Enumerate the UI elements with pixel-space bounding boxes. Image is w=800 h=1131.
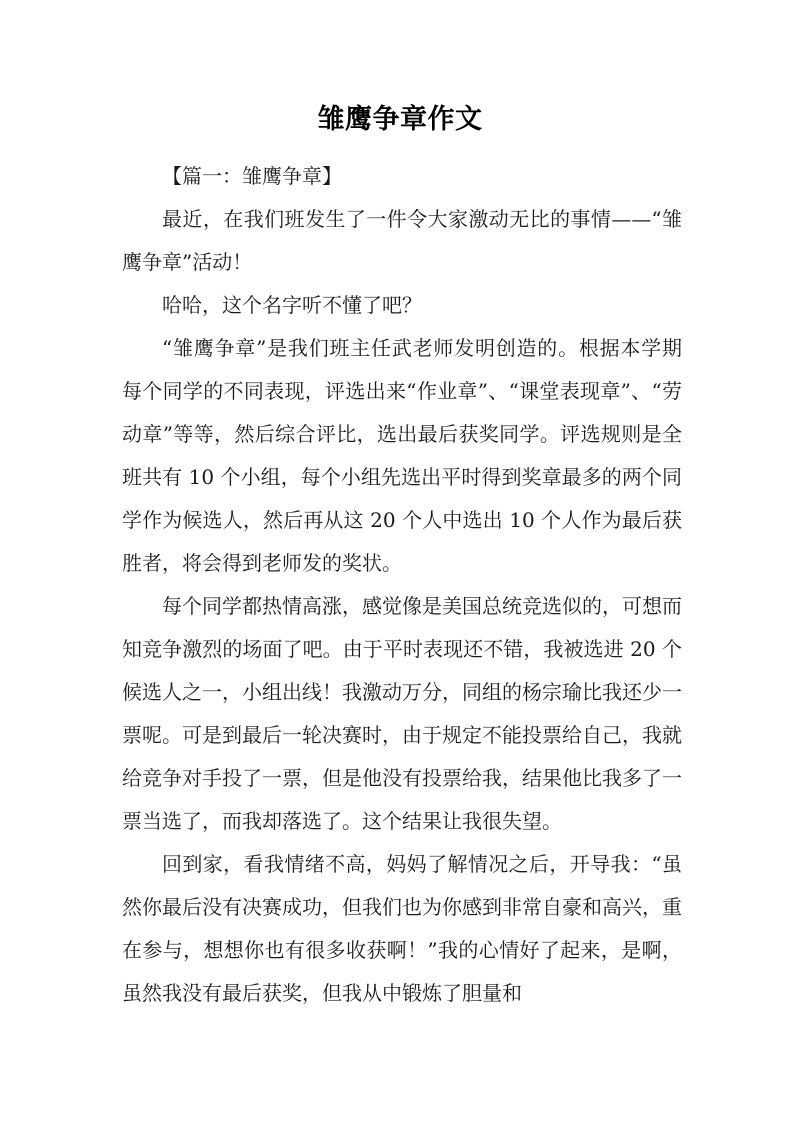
paragraph: 最近，在我们班发生了一件令大家激动无比的事情——“雏鹰争章”活动！: [122, 207, 682, 274]
paragraph: 每个同学都热情高涨，感觉像是美国总统竞选似的，可想而知竞争激烈的场面了吧。由于平时表现还不错，我被选进 20 个候选人之一，小组出线！我激动万分，同组的杨宗瑜比我还少一票呢。可是到最后一轮决赛时，由于规定不能投票给自己，我就给竞争对手投了一票，但是他没有投票给我，结果他比我多了一票当选了，而我却落选了。这个结果让我很失望。: [122, 594, 682, 833]
document-body: [122, 155, 682, 1015]
paragraph: “雏鹰争章”是我们班主任武老师发明创造的。根据本学期每个同学的不同表现，评选出来“作业章”、“课堂表现章”、“劳动章”等等，然后综合评比，选出最后获奖同学。评选规则是全班共有 10 个小组，每个小组先选出平时得到奖章最多的两个同学作为候选人，然后再从这 20 个人中选出 10 个人作为最后获胜者，将会得到老师发的奖状。: [122, 336, 682, 575]
paragraph: 回到家，看我情绪不高，妈妈了解情况之后，开导我：“虽然你最后没有决赛成功，但我们也为你感到非常自豪和高兴，重在参与，想想你也有很多收获啊！”我的心情好了起来，是啊，虽然我没有最后获奖，但我从中锻炼了胆量和: [122, 852, 682, 1005]
section-heading: 【篇一：雏鹰争章】: [162, 164, 342, 188]
document-title: 雏鹰争章作文: [317, 104, 483, 135]
paragraph: 哈哈，这个名字听不懂了吧？: [162, 293, 422, 317]
